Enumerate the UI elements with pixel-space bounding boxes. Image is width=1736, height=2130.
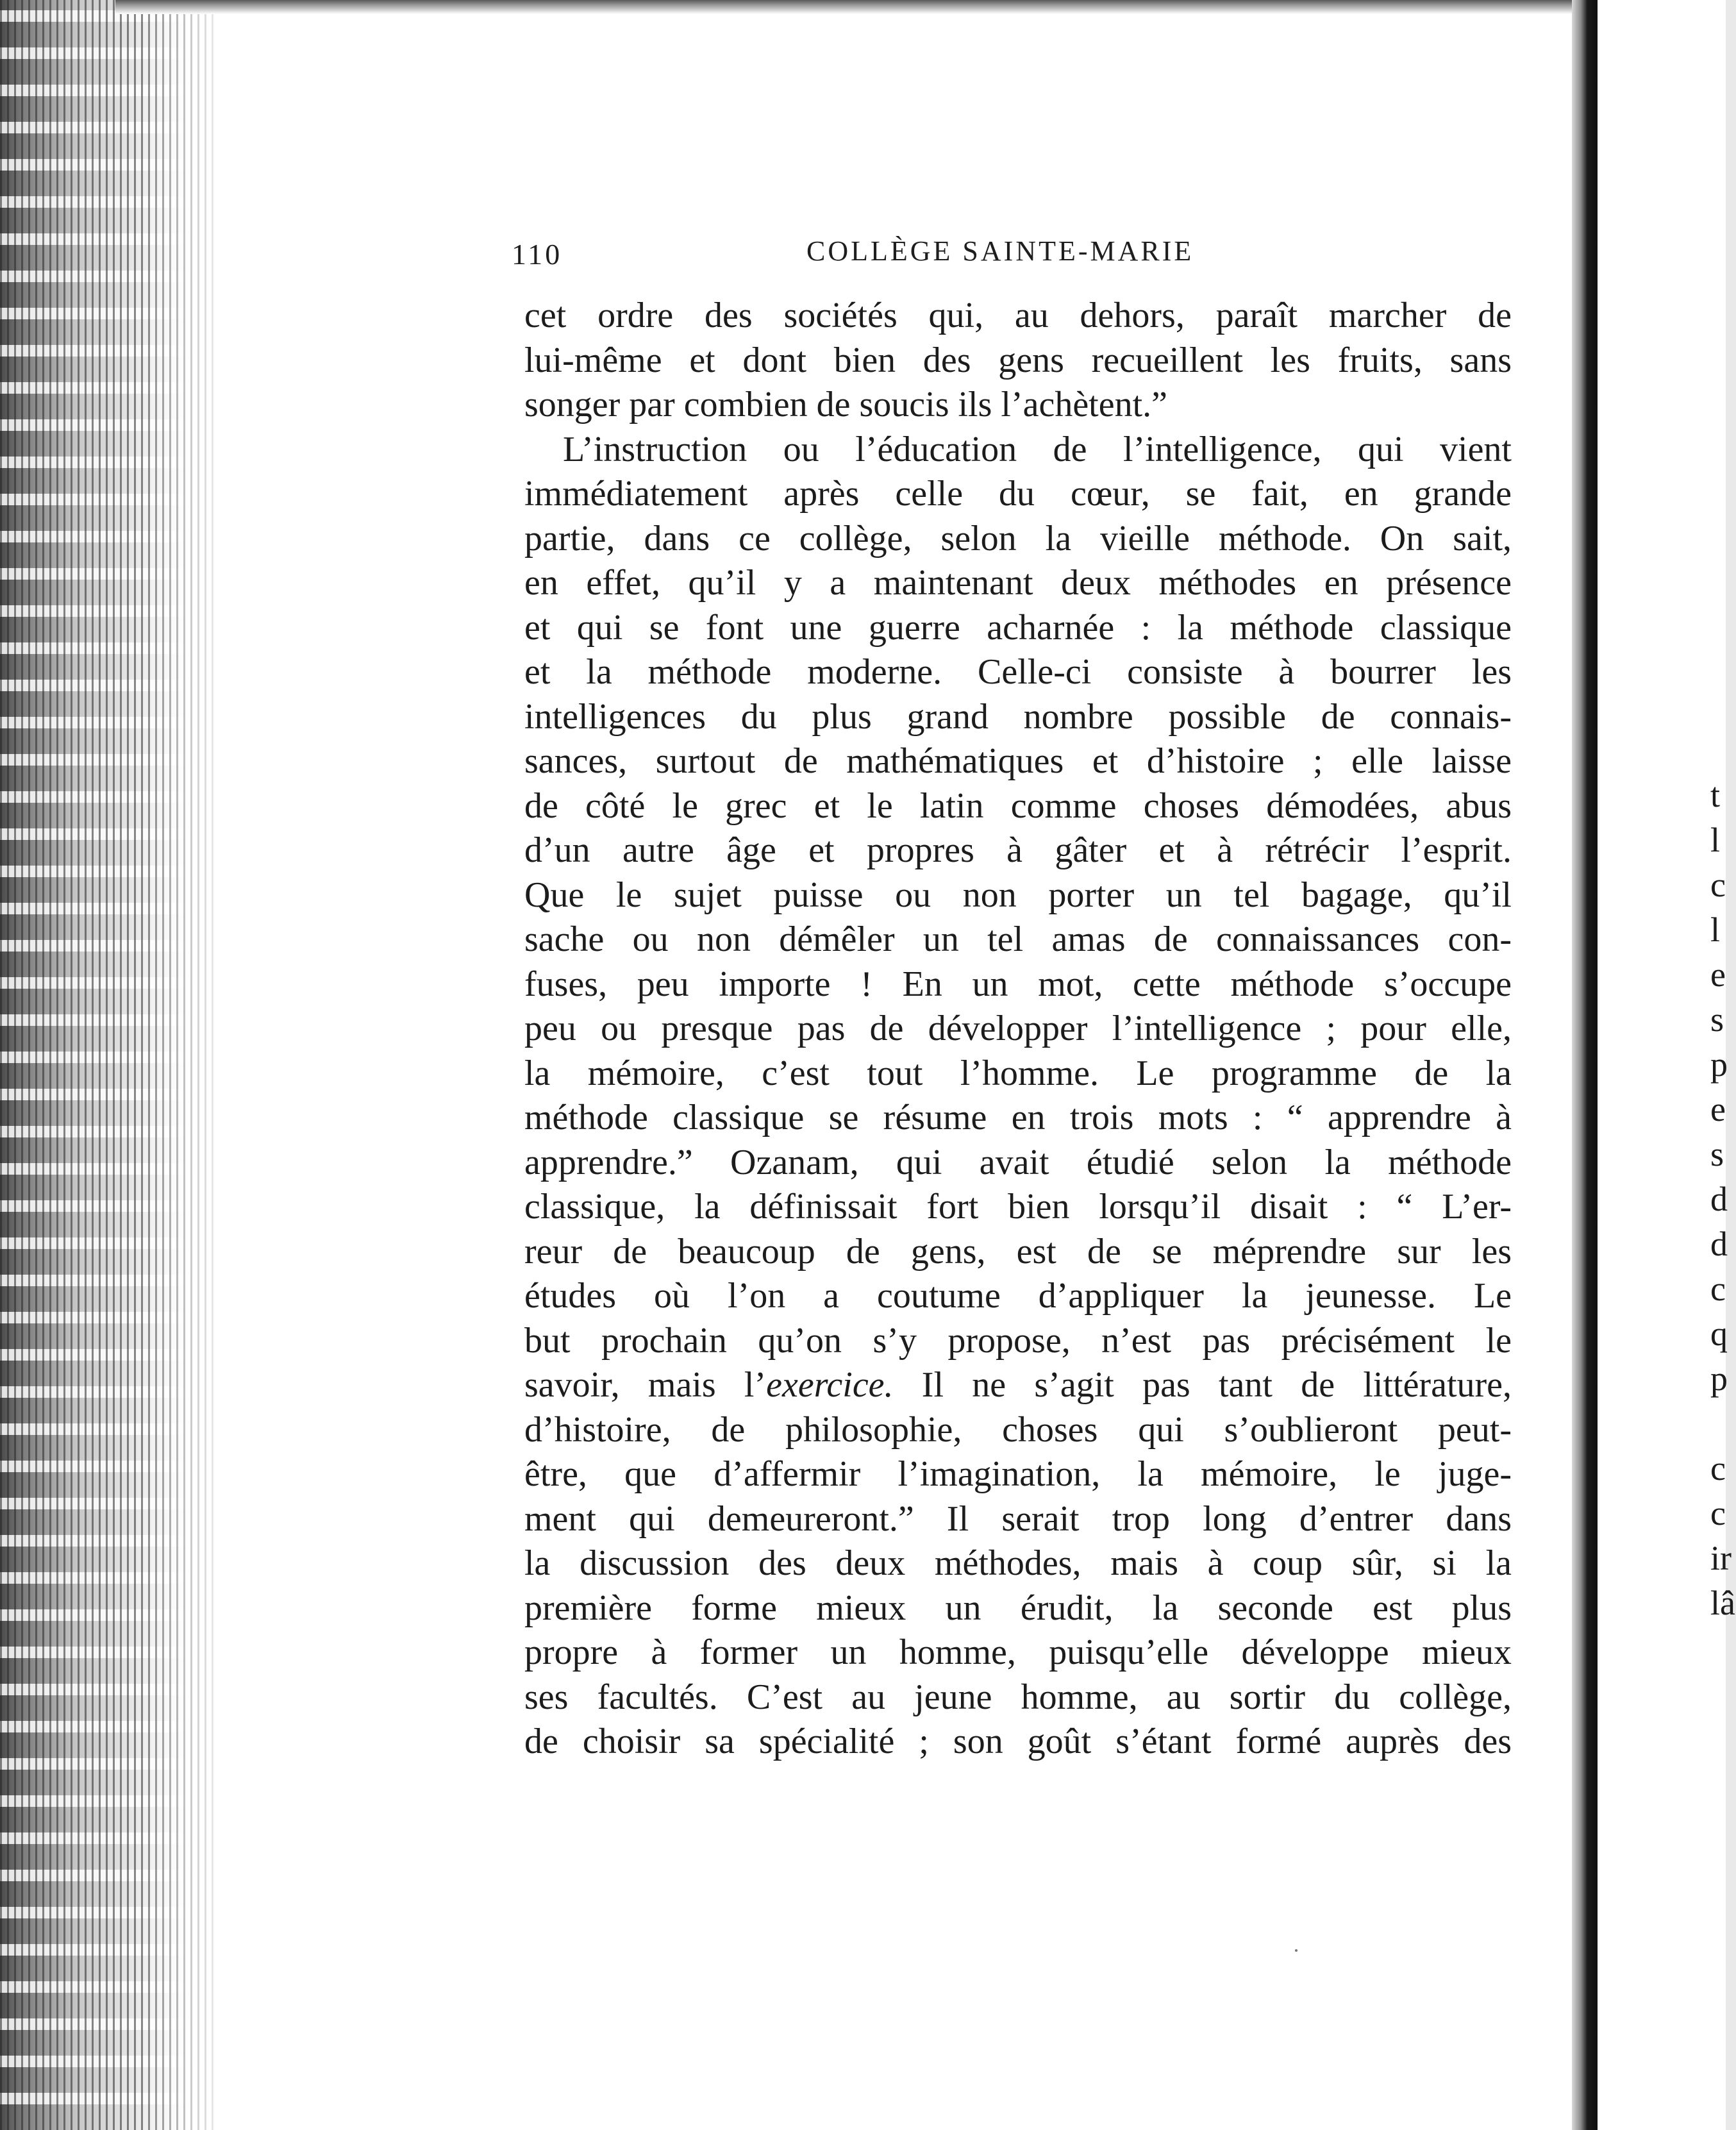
text-line: la mémoire, c’est tout l’homme. Le programme de la — [524, 1053, 1512, 1093]
edge-fade — [141, 0, 231, 2130]
body-text — [524, 294, 1512, 1765]
adjacent-page-text-fragments: t l c l e s p e s d d c q p c c ir lâ — [1710, 776, 1735, 1622]
page-number: 110 — [512, 238, 563, 271]
text-line: propre à former un homme, puisqu’elle développe mieux — [524, 1632, 1512, 1672]
text-line: lui-même et dont bien des gens recueillent les fruits, sans — [524, 340, 1512, 380]
text-line: la discussion des deux méthodes, mais à coup sûr, si la — [524, 1543, 1512, 1583]
text-line: partie, dans ce collège, selon la vieille méthode. On sait, — [524, 518, 1512, 558]
text-line: apprendre.” Ozanam, qui avait étudié selon la méthode — [524, 1142, 1512, 1182]
running-title: COLLÈGE SAINTE-MARIE — [806, 235, 1194, 267]
book-gutter — [1572, 0, 1598, 2130]
italic-word: exercice. — [766, 1365, 894, 1405]
scan-speck — [1295, 1949, 1298, 1952]
text-line: de côté le grec et le latin comme choses démodées, abus — [524, 785, 1512, 826]
text-line: d’histoire, de philosophie, choses qui s’oublieront peut- — [524, 1409, 1512, 1450]
text-line: songer par combien de soucis ils l’achètent.” — [524, 385, 1167, 424]
text-line: L’instruction ou l’éducation de l’intelligence, qui vient — [563, 429, 1512, 469]
text-line: et qui se font une guerre acharnée : la méthode classique — [524, 607, 1512, 648]
text-line: but prochain qu’on s’y propose, n’est pas précisément le — [524, 1320, 1512, 1361]
text-line: sache ou non démêler un tel amas de connaissances con- — [524, 919, 1512, 959]
text-segment: Il ne s’agit pas tant de littérature, — [893, 1365, 1512, 1405]
text-line: reur de beaucoup de gens, est de se méprendre sur les — [524, 1231, 1512, 1271]
text-line: première forme mieux un érudit, la seconde est plus — [524, 1588, 1512, 1628]
text-line: et la méthode moderne. Celle-ci consiste à bourrer les — [524, 652, 1512, 692]
text-segment: savoir, mais l’ — [524, 1365, 767, 1405]
text-line: d’un autre âge et propres à gâter et à rétrécir l’esprit. — [524, 830, 1512, 870]
text-line: immédiatement après celle du cœur, se fait, en grande — [524, 474, 1512, 514]
text-line: en effet, qu’il y a maintenant deux méthodes en présence — [524, 563, 1512, 603]
text-line — [524, 1363, 1512, 1408]
running-head — [512, 230, 1512, 281]
text-line: peu ou presque pas de développer l’intelligence ; pour elle, — [524, 1009, 1512, 1048]
text-line: de choisir sa spécialité ; son goût s’étant formé auprès des — [524, 1722, 1512, 1761]
text-line: fuses, peu importe ! En un mot, cette méthode s’occupe — [524, 964, 1512, 1004]
top-scan-border — [115, 0, 1577, 14]
text-line: cet ordre des sociétés qui, au dehors, paraît marcher de — [524, 296, 1512, 335]
text-line: classique, la définissait fort bien lorsqu’il disait : “ L’er- — [524, 1187, 1512, 1227]
adjacent-page — [1598, 0, 1726, 2130]
text-line: être, que d’affermir l’imagination, la mémoire, le juge- — [524, 1454, 1512, 1494]
text-line: ses facultés. C’est au jeune homme, au sortir du collège, — [524, 1677, 1512, 1717]
text-line: intelligences du plus grand nombre possible de connais- — [524, 696, 1512, 737]
text-line: sances, surtout de mathématiques et d’histoire ; elle laisse — [524, 741, 1512, 781]
text-line: études où l’on a coutume d’appliquer la jeunesse. Le — [524, 1276, 1512, 1316]
text-line: méthode classique se résume en trois mots : “ apprendre à — [524, 1098, 1512, 1137]
text-line: ment qui demeureront.” Il serait trop long d’entrer dans — [524, 1498, 1512, 1539]
text-line: Que le sujet puisse ou non porter un tel bagage, qu’il — [524, 875, 1512, 915]
